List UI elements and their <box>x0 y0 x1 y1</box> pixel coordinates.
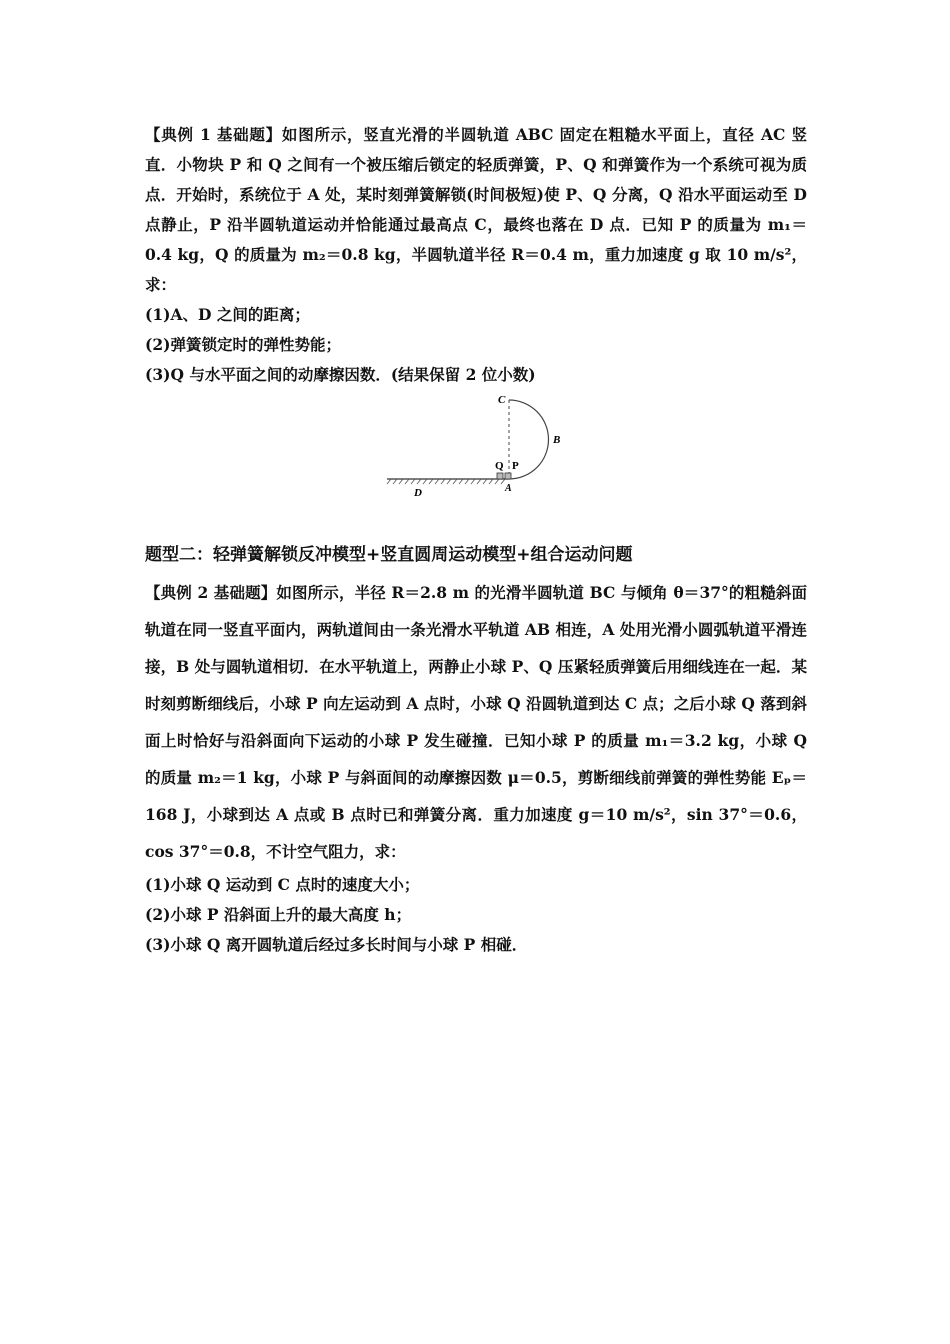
label-c: C <box>498 394 506 406</box>
example2-question-2: (2)小球 P 沿斜面上升的最大高度 h； <box>145 905 412 924</box>
track-diagram <box>381 392 581 512</box>
example1-figure <box>145 392 807 512</box>
document-page <box>145 120 807 960</box>
example1-text: 【典例 1 基础题】如图所示，竖直光滑的半圆轨道 ABC 固定在粗糙水平面上，直径 AC 竖直．小物块 P 和 Q 之间有一个被压缩后锁定的轻质弹簧，P、Q 和弹簧作为一个系统可视为质点．开始时，系统位于 A 处，某时刻弹簧解锁(时间极短)使 P、Q 分离，Q 沿水平面运动至 D 点静止，P 沿半圆轨道运动并恰能通过最高点 C，最终也落在 D 点．已知 P 的质量为 m₁＝0.4 kg，Q 的质量为 m₂＝0.8 kg，半圆轨道半径 R＝0.4 m，重力加速度 g 取 10 m/s²，求： <box>145 125 807 294</box>
label-q: Q <box>495 460 504 472</box>
section-title: 题型二：轻弹簧解锁反冲模型+竖直圆周运动模型+组合运动问题 <box>145 545 633 565</box>
example2-question-1: (1)小球 Q 运动到 C 点时的速度大小； <box>145 875 420 894</box>
block-q <box>497 473 503 479</box>
example1-question-3: (3)Q 与水平面之间的动摩擦因数．(结果保留 2 位小数) <box>145 365 536 384</box>
example1-question-2: (2)弹簧锁定时的弹性势能； <box>145 335 341 354</box>
label-b: B <box>553 434 561 446</box>
example2-question-3: (3)小球 Q 离开圆轨道后经过多长时间与小球 P 相碰． <box>145 935 528 954</box>
label-d: D <box>414 487 422 499</box>
label-p: P <box>512 460 519 472</box>
example2-text: 【典例 2 基础题】如图所示，半径 R＝2.8 m 的光滑半圆轨道 BC 与倾角 θ＝37°的粗糙斜面轨道在同一竖直平面内，两轨道间由一条光滑水平轨道 AB 相连，A 处用光滑小圆弧轨道平滑连接，B 处与圆轨道相切．在水平轨道上，两静止小球 P、Q 压紧轻质弹簧后用细线连在一起．某时刻剪断细线后，小球 P 向左运动到 A 点时，小球 Q 沿圆轨道到达 C 点；之后小球 Q 落到斜面上时恰好与沿斜面向下运动的小球 P 发生碰撞．已知小球 P 的质量 m₁＝3.2 kg，小球 Q 的质量 m₂＝1 kg，小球 P 与斜面间的动摩擦因数 μ＝0.5，剪断细线前弹簧的弹性势能 Eₚ＝168 J，小球到达 A 点或 B 点时已和弹簧分离．重力加速度 g＝10 m/s²，sin 37°＝0.6，cos 37°＝0.8，不计空气阻力，求： <box>145 583 807 861</box>
example1-question-1: (1)A、D 之间的距离； <box>145 305 310 324</box>
block-p <box>505 473 511 479</box>
label-a: A <box>505 483 512 494</box>
